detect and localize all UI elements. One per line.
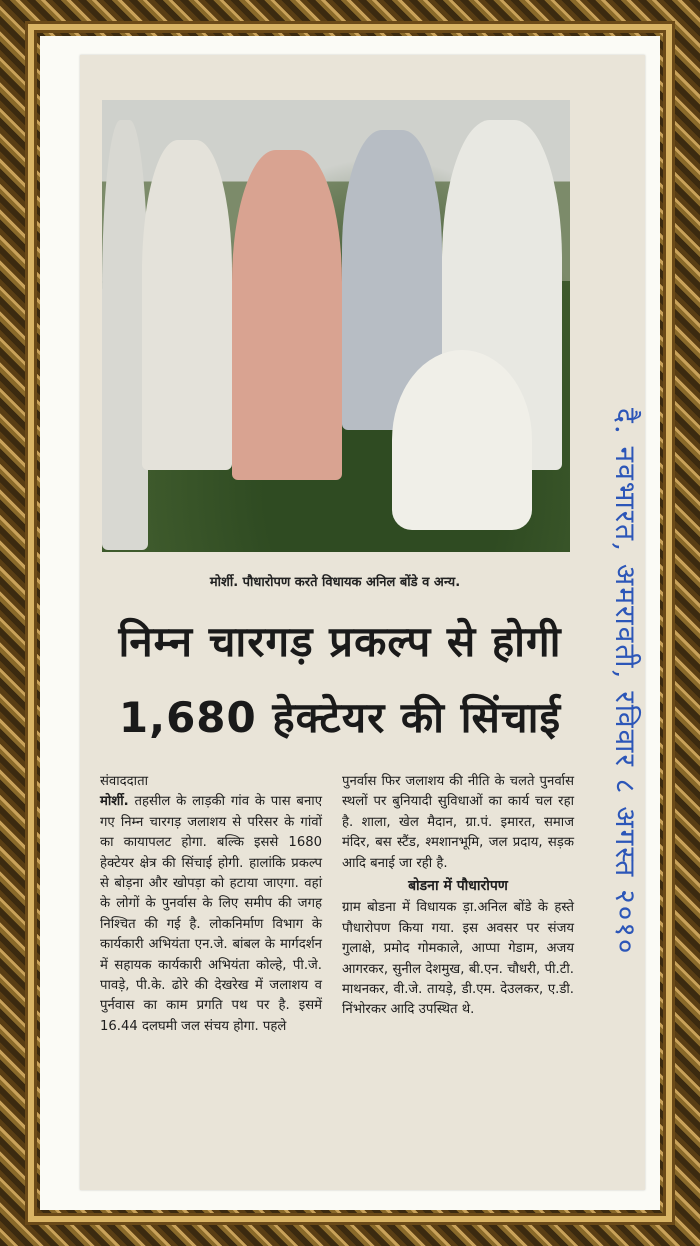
photo-person-kneeling (392, 350, 532, 530)
article-paragraph (100, 792, 322, 1037)
subheading: बोडना में पौधारोपण (408, 878, 508, 895)
dateline-place: मोर्शी. (100, 794, 129, 810)
photo-caption: मोर्शी. पौधारोपण करते विधायक अनिल बोंडे व अन्य. (209, 575, 461, 590)
photo-person (142, 140, 232, 470)
article-text-right: पुनर्वास फिर जलाशय की नीति के चलते पुनर्वास स्थलों पर बुनियादी सुविधाओं का कार्य चल रहा है. शाला, खेल मैदान, ग्रा.पं. इमारत, समाज मंदिर, बस स्टैंड, श्मशानभूमि, जल प्रदाय, सड़क आदि बनाई जा रही है. (342, 774, 574, 871)
photo-person (232, 150, 342, 480)
news-photo (102, 100, 570, 552)
article-text-right-2: ग्राम बोडना में विधायक ड़ा.अनिल बोंडे के हस्ते पौधारोपण किया गया. इस अवसर पर संजय गुलाक्षे, प्रमोद गोमकाले, आप्पा गेडाम, अजय आगरकर, सुनील देशमुख, बी.एन. चौधरी, पी.टी. माथनकर, वी.जे. तायड़े, डी.एम. देउलकर, ए.डी. निंभोरकर आदि उपस्थित थे. (342, 900, 574, 1018)
headline-line-1: निम्न चारगड़ प्रकल्प से होगी (118, 617, 562, 666)
article-column-left (100, 772, 322, 1037)
article-column-right (342, 772, 574, 1021)
article-text-left: तहसील के लाड़की गांव के पास बनाए गए निम्न चारगड़ जलाशय से परिसर के गांवों का कायापलट होगा. बल्कि इससे 1680 हेक्टेयर क्षेत्र की सिंचाई होगी. हालांकि प्रकल्प से बोड़ना और खोपड़ा को हटाया जाएगा. वहां के लोगों के पुनर्वास के लिए समीप की जगह निश्चित की गई है. लोकनिर्माण विभाग के कार्यकारी अभियंता एन.जे. बांबल के मार्गदर्शन में सहायक कार्यकारी अभियंता कोल्हे, पी.जे. पावड़े, पी.के. ढोरे की देखरेख में जलाशय व पुर्नवास का काम प्रगति पथ पर है. इसमें 16.44 दलघमी जल संचय होगा. पहले (100, 794, 322, 1034)
handwritten-source-note: दै. नवभारत, अमरावती, रविवार ८ अगस्त २०१० (609, 408, 642, 956)
byline: संवाददाता (100, 774, 149, 789)
headline-line-2: 1,680 हेक्टेयर की सिंचाई (118, 693, 562, 742)
